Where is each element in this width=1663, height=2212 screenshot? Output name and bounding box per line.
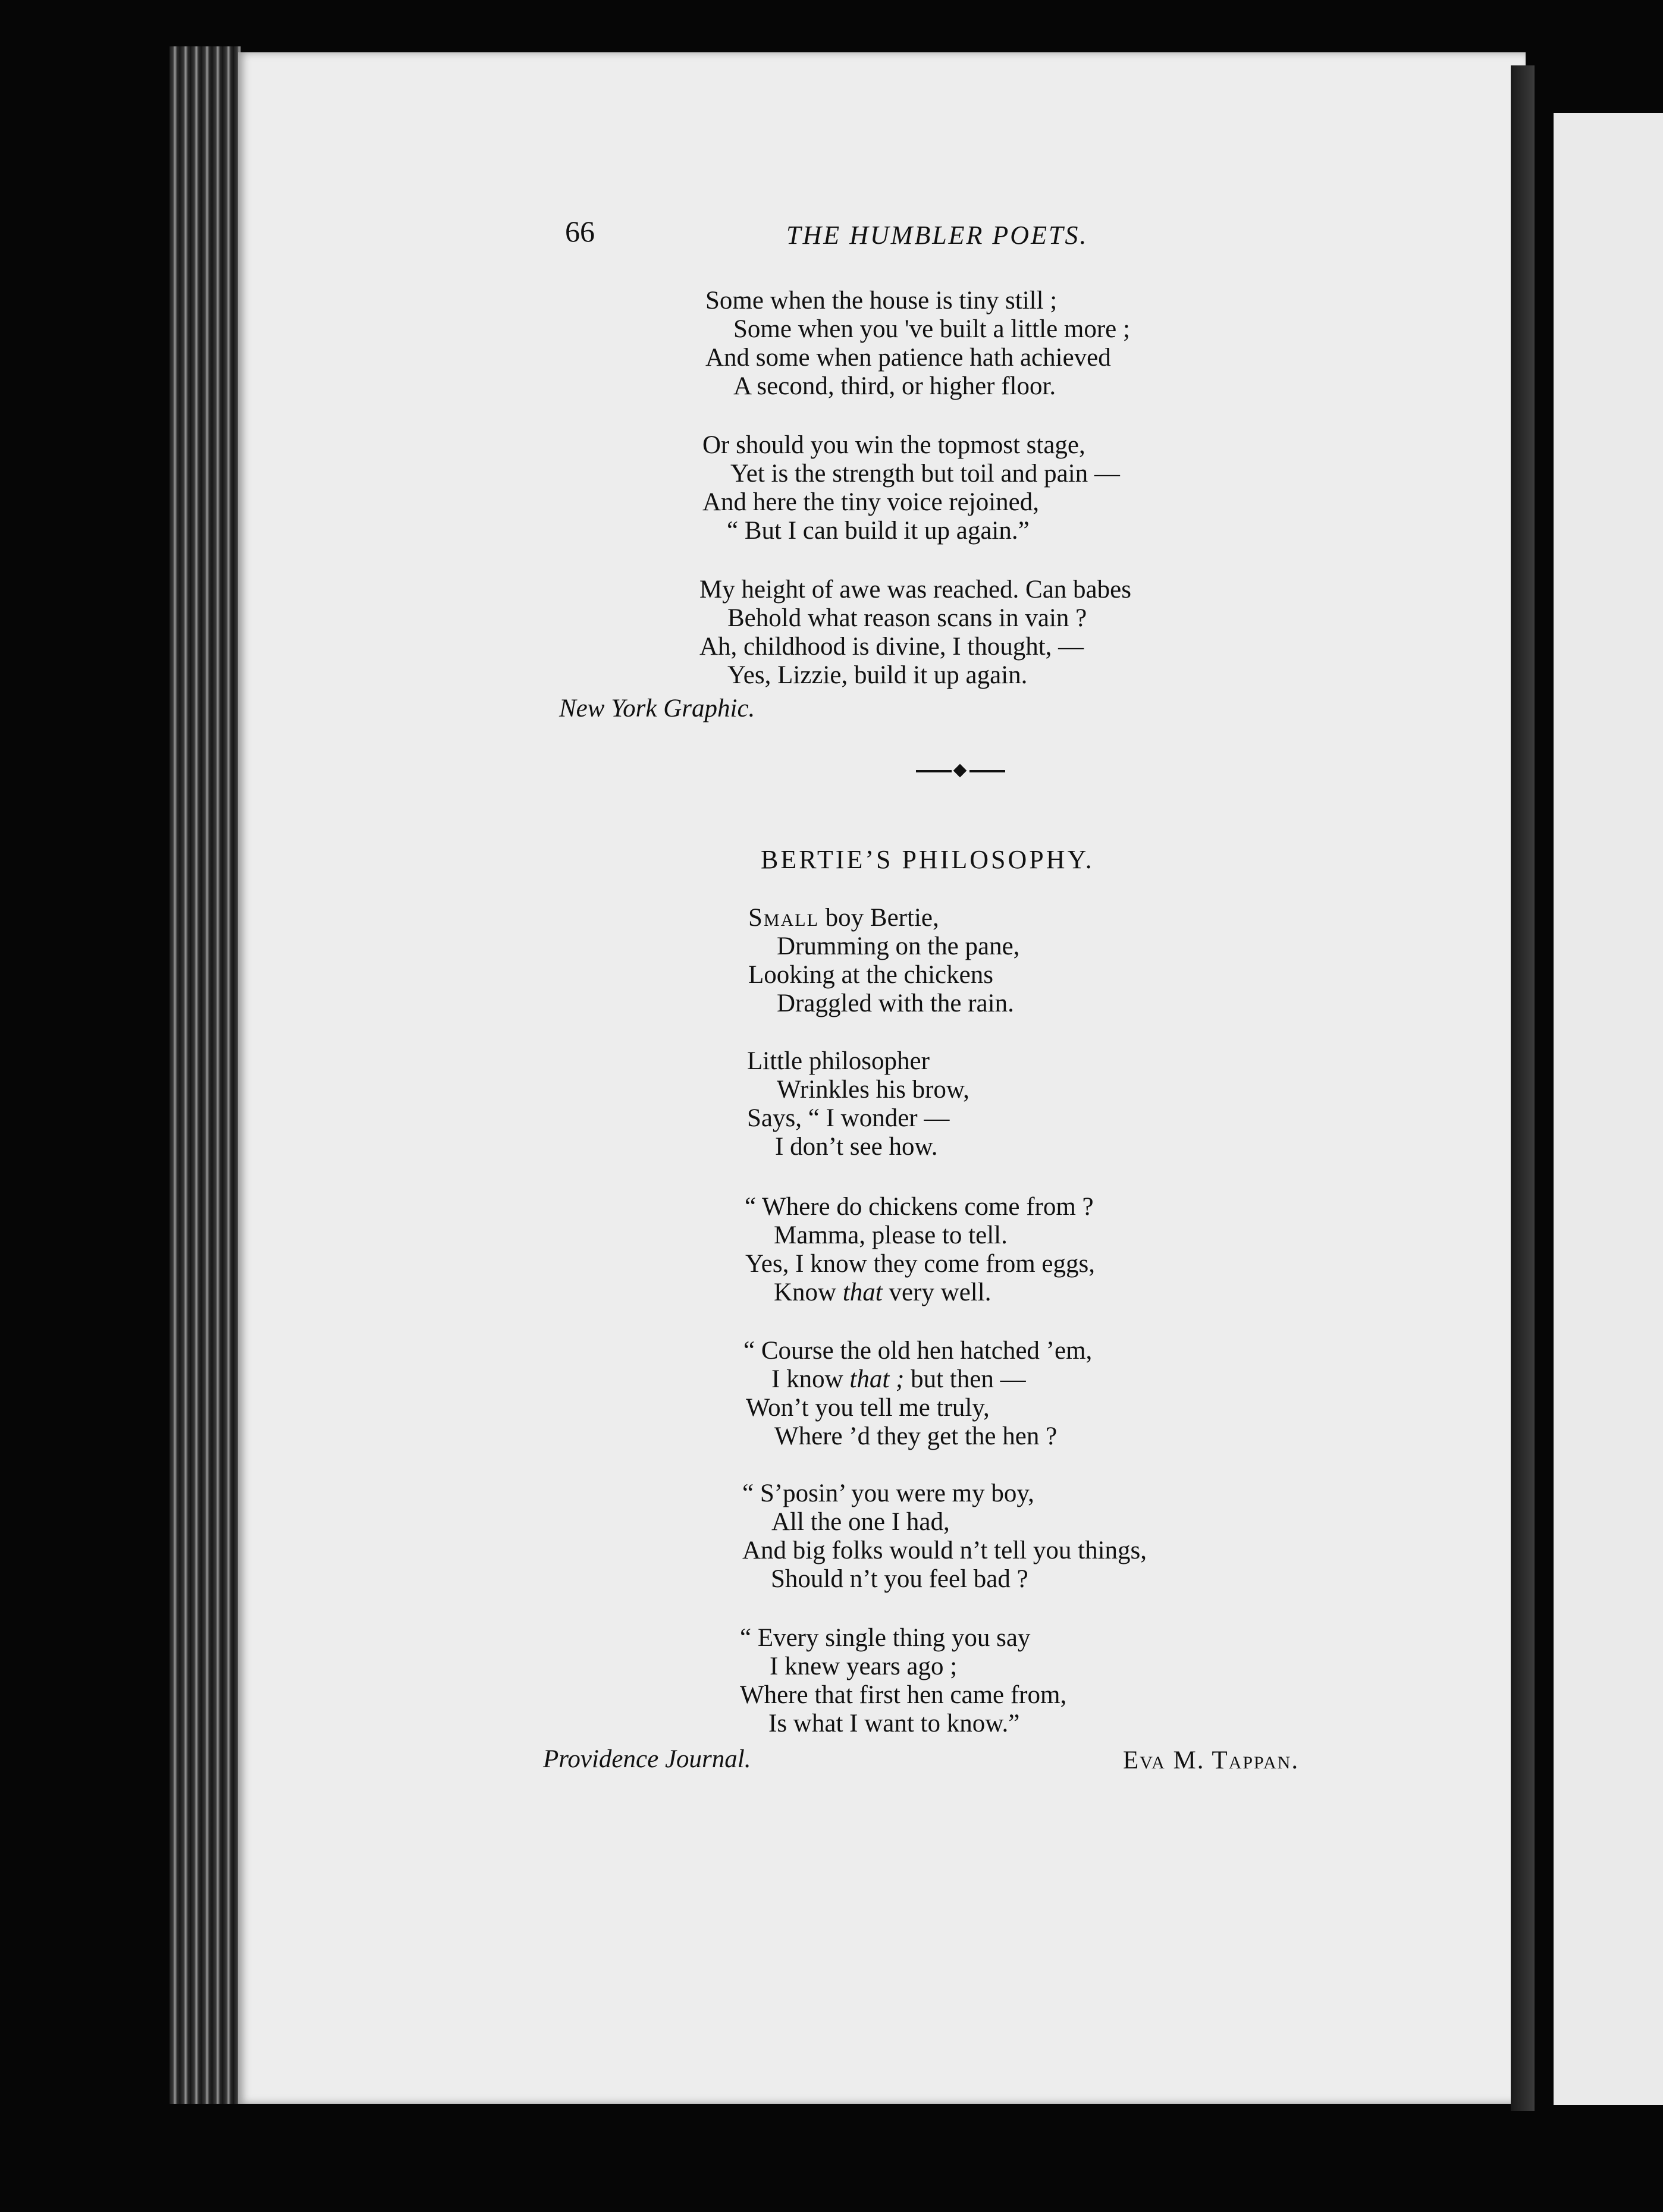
poem-line: Says, “ I wonder — bbox=[747, 1104, 950, 1132]
poem-title: BERTIE’S PHILOSOPHY. bbox=[761, 845, 1094, 874]
drop-word: Small bbox=[748, 904, 819, 932]
poem-line: Some when you 've built a little more ; bbox=[733, 315, 1130, 343]
poem-line: Little philosopher bbox=[747, 1047, 930, 1075]
poem-line: I knew years ago ; bbox=[770, 1652, 958, 1680]
page-edges bbox=[170, 46, 241, 2104]
poem-line: Yes, Lizzie, build it up again. bbox=[727, 661, 1028, 689]
poem-line: Mamma, please to tell. bbox=[774, 1221, 1008, 1249]
poem-line: My height of awe was reached. Can babes bbox=[699, 576, 1131, 604]
poem-line bbox=[748, 904, 939, 932]
poem-line: “ Where do chickens come from ? bbox=[745, 1193, 1094, 1221]
poem-line: Looking at the chickens bbox=[748, 961, 993, 989]
poem-line: “ Every single thing you say bbox=[740, 1624, 1031, 1652]
poem-line: A second, third, or higher floor. bbox=[733, 372, 1056, 400]
poem-line: And big folks would n’t tell you things, bbox=[742, 1537, 1147, 1564]
emphasis: that bbox=[842, 1278, 883, 1306]
poem-source: New York Graphic. bbox=[559, 695, 755, 722]
poem-line: “ S’posin’ you were my boy, bbox=[742, 1479, 1034, 1507]
poem-line: Ah, childhood is divine, I thought, — bbox=[699, 633, 1084, 661]
page-number: 66 bbox=[565, 215, 595, 248]
poem-line: Wrinkles his brow, bbox=[777, 1076, 969, 1104]
running-title: THE HUMBLER POETS. bbox=[786, 221, 1088, 250]
binding-gutter bbox=[1511, 65, 1535, 2111]
poem-line: And here the tiny voice rejoined, bbox=[702, 488, 1039, 516]
facing-page-edge bbox=[1554, 113, 1663, 2105]
poem-line: “ Course the old hen hatched ’em, bbox=[743, 1337, 1093, 1365]
poem-source: Providence Journal. bbox=[543, 1745, 751, 1773]
poem-line: Where ’d they get the hen ? bbox=[774, 1422, 1058, 1450]
poem-author: Eva M. Tappan. bbox=[1123, 1746, 1300, 1774]
poem-line: I don’t see how. bbox=[775, 1133, 938, 1161]
poem-line: Is what I want to know.” bbox=[768, 1710, 1020, 1737]
poem-line: Know that very well. bbox=[774, 1278, 991, 1306]
poem-line: “ But I can build it up again.” bbox=[727, 517, 1030, 545]
poem-line: And some when patience hath achieved bbox=[705, 344, 1111, 372]
emphasis: that ; bbox=[849, 1365, 905, 1393]
poem-line: Yet is the strength but toil and pain — bbox=[730, 460, 1120, 488]
poem-line: I know that ; but then — bbox=[771, 1365, 1026, 1393]
poem-line: Some when the house is tiny still ; bbox=[705, 287, 1058, 315]
first-line-rest: boy Bertie, bbox=[818, 904, 939, 932]
poem-line: Yes, I know they come from eggs, bbox=[745, 1250, 1095, 1278]
poem-line: Draggled with the rain. bbox=[777, 989, 1014, 1017]
poem-line: All the one I had, bbox=[771, 1508, 950, 1536]
section-ornament bbox=[916, 767, 1005, 775]
poem-line: Drumming on the pane, bbox=[777, 932, 1020, 960]
poem-line: Behold what reason scans in vain ? bbox=[727, 604, 1087, 632]
poem-line: Or should you win the topmost stage, bbox=[702, 431, 1085, 459]
poem-line: Won’t you tell me truly, bbox=[746, 1394, 990, 1422]
poem-line: Should n’t you feel bad ? bbox=[771, 1565, 1028, 1593]
poem-line: Where that first hen came from, bbox=[740, 1681, 1067, 1709]
